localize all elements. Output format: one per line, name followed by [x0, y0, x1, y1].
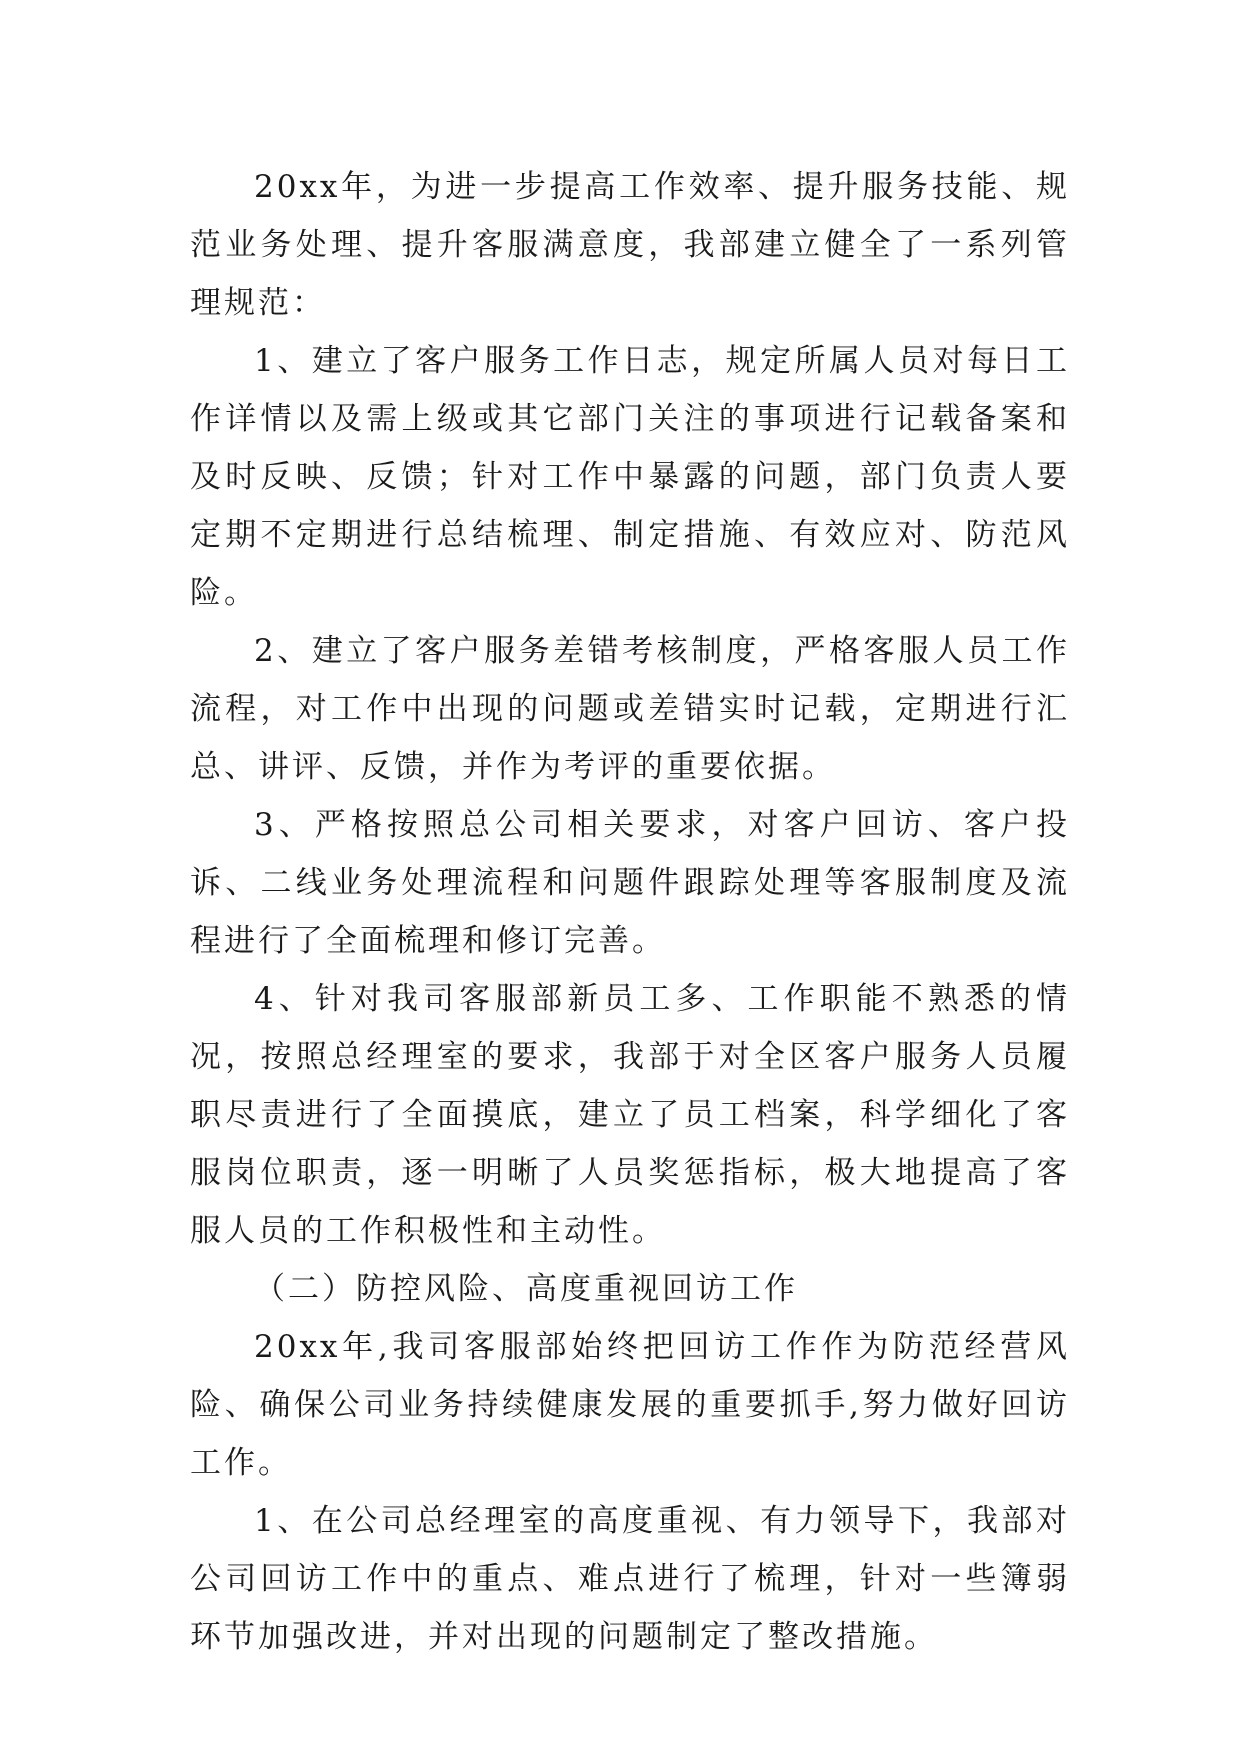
paragraph-item-4-staff-files: 4、针对我司客服部新员工多、工作职能不熟悉的情况，按照总经理室的要求，我部于对全区客户服务人员履职尽责进行了全面摸底，建立了员工档案，科学细化了客服岗位职责，逐一明晰了人员奖惩指标，极大地提高了客服人员的工作积极性和主动性。 — [190, 981, 1070, 1249]
document-body — [190, 158, 1070, 1666]
paragraph-revisit-item-1: 1、在公司总经理室的高度重视、有力领导下，我部对公司回访工作中的重点、难点进行了梳理，针对一些簿弱环节加强改进，并对出现的问题制定了整改措施。 — [190, 1503, 1070, 1655]
paragraph-item-2-error-assessment: 2、建立了客户服务差错考核制度，严格客服人员工作流程，对工作中出现的问题或差错实时记载，定期进行汇总、讲评、反馈，并作为考评的重要依据。 — [190, 633, 1070, 785]
paragraph-intro: 20xx年，为进一步提高工作效率、提升服务技能、规范业务处理、提升客服满意度，我部建立健全了一系列管理规范： — [190, 169, 1070, 321]
paragraph-item-3-process-review: 3、严格按照总公司相关要求，对客户回访、客户投诉、二线业务处理流程和问题件跟踪处理等客服制度及流程进行了全面梳理和修订完善。 — [190, 807, 1070, 959]
paragraph-item-1-work-log: 1、建立了客户服务工作日志，规定所属人员对每日工作详情以及需上级或其它部门关注的事项进行记载备案和及时反映、反馈；针对工作中暴露的问题，部门负责人要定期不定期进行总结梳理、制定措施、有效应对、防范风险。 — [190, 343, 1070, 611]
paragraph-revisit-intro: 20xx年,我司客服部始终把回访工作作为防范经营风险、确保公司业务持续健康发展的重要抓手,努力做好回访工作。 — [190, 1329, 1070, 1481]
section-heading-risk-control: （二）防控风险、高度重视回访工作 — [254, 1271, 798, 1307]
